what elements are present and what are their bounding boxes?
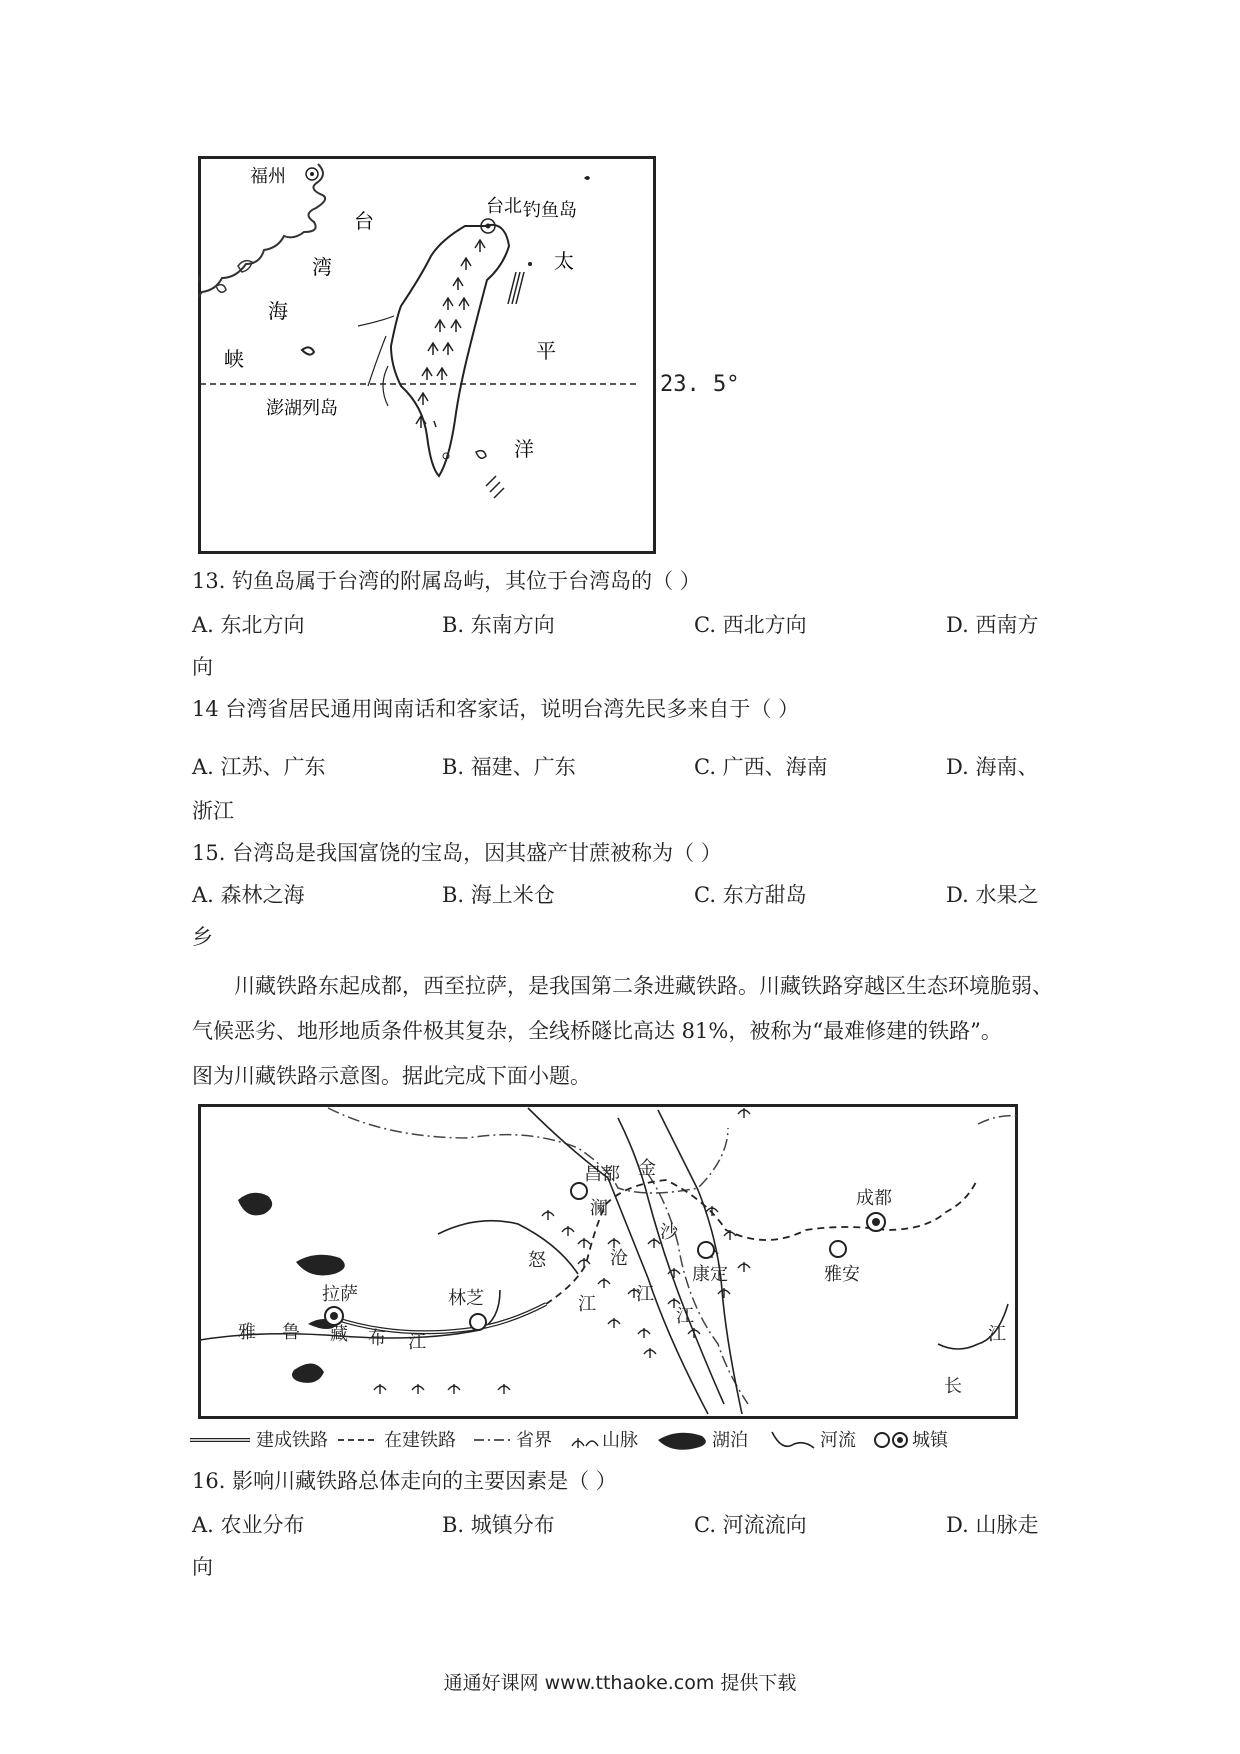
q14-option-a[interactable]: A. 江苏、广东 xyxy=(192,755,326,779)
ocean-char-2: 平 xyxy=(536,339,556,363)
jiang3-label: 江 xyxy=(578,1294,596,1315)
strait-char-1: 台 xyxy=(354,209,374,233)
chengdu-label: 成都 xyxy=(856,1188,892,1209)
jiang2-label: 江 xyxy=(676,1306,694,1327)
fuzhou-label: 福州 xyxy=(250,166,286,187)
q15-option-c[interactable]: C. 东方甜岛 xyxy=(694,883,807,907)
q13-option-d-wrap: 向 xyxy=(192,655,213,679)
nu-label: 怒 xyxy=(528,1250,546,1271)
jiang1-label: 江 xyxy=(636,1284,654,1305)
q14-option-d-wrap: 浙江 xyxy=(192,799,234,823)
taibei-label: 台北 xyxy=(486,196,522,217)
kangding-label: 康定 xyxy=(692,1264,728,1285)
q15-option-a[interactable]: A. 森林之海 xyxy=(192,883,305,907)
q13-option-a[interactable]: A. 东北方向 xyxy=(192,613,305,637)
strait-char-2: 湾 xyxy=(312,255,332,279)
yarlung-char-3: 藏 xyxy=(330,1324,348,1345)
legend-river: 河流 xyxy=(820,1430,856,1451)
passage xyxy=(192,964,1062,1099)
ocean-char-3: 洋 xyxy=(514,437,534,461)
q16-option-d-wrap: 向 xyxy=(192,1555,213,1579)
q15-option-d-wrap: 乡 xyxy=(192,925,213,949)
legend-border: 省界 xyxy=(516,1430,552,1451)
kangding-marker xyxy=(698,1242,714,1258)
railway-map xyxy=(198,1104,1018,1420)
legend-mountain: 山脉 xyxy=(602,1430,638,1451)
legend-lake: 湖泊 xyxy=(712,1430,748,1451)
q13-option-b[interactable]: B. 东南方向 xyxy=(442,613,555,637)
jin-label: 金 xyxy=(638,1158,656,1179)
q16-option-c[interactable]: C. 河流流向 xyxy=(694,1513,807,1537)
map-legend xyxy=(188,1422,1018,1456)
cang-label: 沧 xyxy=(610,1248,628,1269)
linzhi-label: 林芝 xyxy=(448,1288,484,1309)
footer-text: 通通好课网 www.tthaoke.com 提供下载 xyxy=(443,1672,797,1694)
q14-stem: 14 台湾省居民通用闽南话和客家话，说明台湾先民多来自于（ ） xyxy=(192,697,800,721)
yarlung-char-4: 布 xyxy=(368,1328,386,1349)
passage-line-1: 川藏铁路东起成都，西至拉萨，是我国第二条进藏铁路。川藏铁路穿越区生态环境脆弱、 xyxy=(234,974,1053,998)
q15-stem: 15. 台湾岛是我国富饶的宝岛，因其盛产甘蔗被称为（ ） xyxy=(192,841,722,865)
q14-option-b[interactable]: B. 福建、广东 xyxy=(442,755,576,779)
lasa-label: 拉萨 xyxy=(322,1284,358,1305)
yaan-label: 雅安 xyxy=(824,1264,860,1285)
chang-label: 长 xyxy=(944,1376,962,1397)
penghu-label: 澎湖列岛 xyxy=(266,398,338,419)
lan-label: 澜 xyxy=(590,1198,608,1219)
diaoyu-label: 钓鱼岛 xyxy=(523,200,577,221)
jiang4-label: 江 xyxy=(988,1324,1006,1345)
sha-label: 沙 xyxy=(660,1222,678,1243)
changdu-label: 昌都 xyxy=(584,1164,620,1185)
passage-line-2: 气候恶劣、地形地质条件极其复杂，全线桥隧比高达 81%，被称为“最难修建的铁路”。 xyxy=(192,1019,1002,1043)
taiwan-map xyxy=(198,156,656,554)
yarlung-char-1: 雅 xyxy=(238,1322,256,1343)
legend-building: 在建铁路 xyxy=(384,1430,456,1451)
legend-built: 建成铁路 xyxy=(256,1430,328,1451)
passage-line-3: 图为川藏铁路示意图。据此完成下面小题。 xyxy=(192,1064,591,1088)
yarlung-char-5: 江 xyxy=(408,1332,426,1353)
q13-option-d[interactable]: D. 西南方 xyxy=(946,613,1039,637)
q14-option-d[interactable]: D. 海南、 xyxy=(946,755,1039,779)
q13-option-c[interactable]: C. 西北方向 xyxy=(694,613,807,637)
changdu-marker xyxy=(571,1183,587,1199)
q16-option-b[interactable]: B. 城镇分布 xyxy=(442,1513,555,1537)
legend-town: 城镇 xyxy=(912,1430,948,1451)
q15-option-d[interactable]: D. 水果之 xyxy=(946,883,1039,907)
yaan-marker xyxy=(830,1241,846,1257)
strait-char-4: 峡 xyxy=(224,347,244,371)
ocean-char-1: 太 xyxy=(554,249,574,273)
q14-option-c[interactable]: C. 广西、海南 xyxy=(694,755,828,779)
yarlung-char-2: 鲁 xyxy=(282,1322,300,1343)
linzhi-marker xyxy=(470,1314,486,1330)
q13-stem: 13. 钓鱼岛属于台湾的附属岛屿，其位于台湾岛的（ ） xyxy=(192,569,701,593)
q16-stem: 16. 影响川藏铁路总体走向的主要因素是（ ） xyxy=(192,1469,617,1493)
q16-option-a[interactable]: A. 农业分布 xyxy=(192,1513,305,1537)
q16-option-d[interactable]: D. 山脉走 xyxy=(946,1513,1039,1537)
latitude-label: 23. 5° xyxy=(660,372,740,397)
strait-char-3: 海 xyxy=(268,299,288,323)
q15-option-b[interactable]: B. 海上米仓 xyxy=(442,883,555,907)
